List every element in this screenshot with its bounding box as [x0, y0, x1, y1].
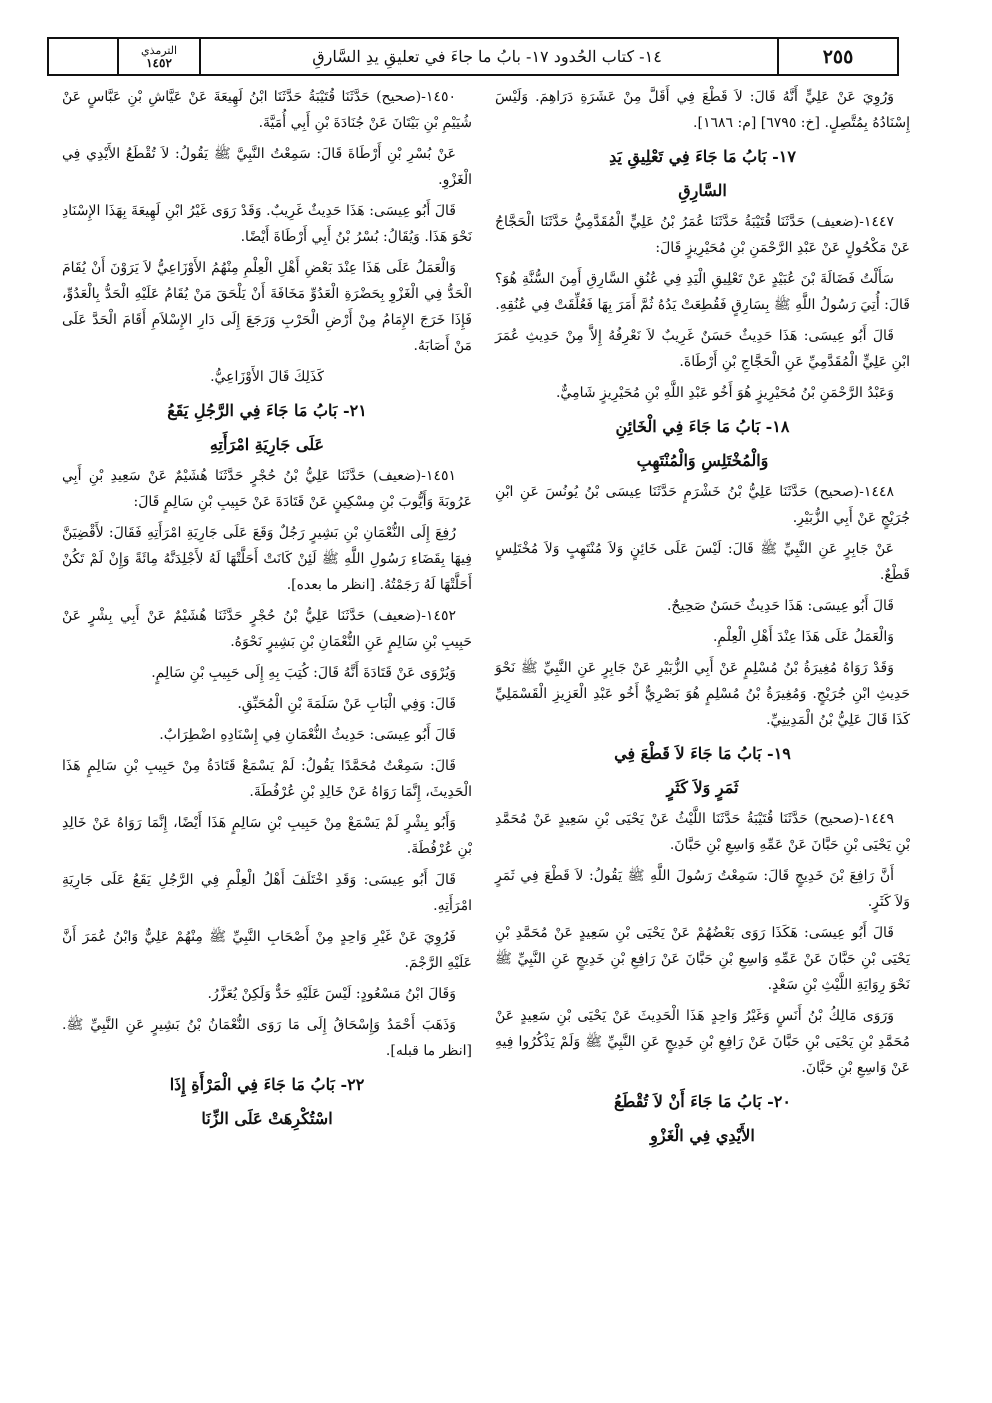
paragraph: فَرُوِيَ عَنْ غَيْرِ وَاحِدٍ مِنْ أَصْحَابِ النَّبِيِّ ﷺ مِنْهُمْ عَلِيٌّ وَابْنُ عُمَرَ أَنَّ عَلَيْهِ الرَّجْمَ.	[62, 929, 472, 971]
paragraph: قَالَ أَبُو عِيسَى: حَدِيثُ النُّعْمَانِ فِي إِسْنَادِهِ اضْطِرَابٌ.	[159, 727, 456, 743]
paragraph: ١٤٥٠-(صحيح) حَدَّثَنَا قُتَيْبَةُ حَدَّثَنَا ابْنُ لَهِيعَةَ عَنْ عَيَّاشِ بْنِ عَبَّاسٍ عَنْ شُيَيْمِ بْنِ بَيْتَانَ عَنْ جُنَادَةَ بْنِ أَبِي أُمَيَّةَ.	[62, 89, 472, 131]
chapter-heading: وَالْمُخْتَلِسِ وَالْمُنْتَهِبِ	[636, 451, 769, 470]
left-column	[62, 84, 472, 1384]
page-number: ٢٥٥	[777, 39, 897, 74]
paragraph: قَالَ أَبُو عِيسَى: هَذَا حَدِيثٌ حَسَنٌ غَرِيبٌ لاَ نَعْرِفُهُ إِلاَّ مِنْ حَدِيثِ عُمَرَ ابْنِ عَلِيٍّ الْمُقَدَّمِيِّ عَنِ الْحَجَّاجِ بْنِ أَرْطَاةَ.	[495, 328, 910, 370]
chapter-heading: ٢٠- بَابُ مَا جَاءَ أَنْ لاَ تُقْطَعُ	[614, 1092, 791, 1111]
paragraph: سَأَلْتُ فَضَالَةَ بْنَ عُبَيْدٍ عَنْ تَعْلِيقِ الْيَدِ فِي عُنُقِ السَّارِقِ أَمِنَ السُّنَّةِ هُوَ؟ قَالَ: أُتِيَ رَسُولُ اللَّهِ ﷺ بِسَارِقٍ فَقُطِعَتْ يَدُهُ ثُمَّ أَمَرَ بِهَا فَعُلِّقَتْ فِي عُنُقِهِ.	[495, 271, 910, 313]
paragraph: قَالَ أَبُو عِيسَى: هَكَذَا رَوَى بَعْضُهُمْ عَنْ يَحْيَى بْنِ سَعِيدٍ عَنْ مُحَمَّدِ بْنِ يَحْيَى بْنِ حَبَّانَ عَنْ عَمِّهِ وَاسِعِ بْنِ حَبَّانَ عَنْ رَافِعِ بْنِ خَدِيجٍ عَنِ النَّبِيِّ ﷺ نَحْوَ رِوَايَةِ اللَّيْثِ بْنِ سَعْدٍ.	[495, 925, 910, 993]
chapter-heading: ثَمَرٍ وَلاَ كَثَرٍ	[666, 778, 739, 797]
paragraph: وَأَبُو بِشْرٍ لَمْ يَسْمَعْ مِنْ حَبِيبِ بْنِ سَالِمٍ هَذَا أَيْضًا، إِنَّمَا رَوَاهُ عَنْ خَالِدِ بْنِ عُرْفُطَةَ.	[62, 815, 472, 857]
right-column	[495, 84, 910, 1384]
paragraph: كَذَلِكَ قَالَ الأَوْزَاعِيُّ.	[210, 369, 324, 385]
source-box	[49, 39, 201, 74]
paragraph: ١٤٥١-(ضعيف) حَدَّثَنَا عَلِيُّ بْنُ حُجْرٍ حَدَّثَنَا هُشَيْمٌ عَنْ سَعِيدِ بْنِ أَبِي عَرُوبَةَ وَأَيُّوبَ بْنِ مِسْكِينٍ عَنْ قَتَادَةَ عَنْ حَبِيبِ بْنِ سَالِمٍ قَالَ:	[62, 468, 472, 510]
paragraph: قَالَ أَبُو عِيسَى: وَقَدِ اخْتَلَفَ أَهْلُ الْعِلْمِ فِي الرَّجُلِ يَقَعُ عَلَى جَارِيَةِ امْرَأَتِهِ.	[62, 872, 472, 914]
chapter-heading: ١٩- بَابُ مَا جَاءَ لاَ قَطْعَ فِي	[614, 744, 791, 763]
running-title: ١٤- كتاب الحُدود ١٧- بابُ ما جاءَ في تعليقِ يدِ السَّارقِ	[312, 47, 662, 66]
paragraph: قَالَ: سَمِعْتُ مُحَمَّدًا يَقُولُ: لَمْ يَسْمَعْ قَتَادَةُ مِنْ حَبِيبِ بْنِ سَالِمٍ هَذَا الْحَدِيثَ، إِنَّمَا رَوَاهُ عَنْ خَالِدِ بْنِ عُرْفُطَةَ.	[62, 758, 472, 800]
hadith-range: ١٤٥٢	[146, 55, 172, 70]
paragraph: وَالْعَمَلُ عَلَى هَذَا عِنْدَ أَهْلِ الْعِلْمِ.	[712, 629, 894, 645]
paragraph: وَعَبْدُ الرَّحْمَنِ بْنُ مُحَيْرِيزٍ هُوَ أَخُو عَبْدِ اللَّهِ بْنِ مُحَيْرِيزٍ شَامِيٌّ.	[555, 385, 894, 401]
source-label: الترمذي	[140, 43, 178, 57]
paragraph: وَالْعَمَلُ عَلَى هَذَا عِنْدَ بَعْضِ أَهْلِ الْعِلْمِ مِنْهُمُ الأَوْزَاعِيُّ لاَ يَرَوْنَ أَنْ يُقَامَ الْحَدُّ فِي الْغَزْوِ بِحَضْرَةِ الْعَدُوِّ مَخَافَةَ أَنْ يَلْحَقَ مَنْ يُقَامُ عَلَيْهِ الْحَدُّ بِالْعَدُوِّ، فَإِذَا خَرَجَ الإِمَامُ مِنْ أَرْضِ الْحَرْبِ وَرَجَعَ إِلَى دَارِ الإِسْلاَمِ أَقَامَ الْحَدَّ عَلَى مَنْ أَصَابَهُ.	[62, 260, 472, 354]
paragraph: عَنْ بُسْرِ بْنِ أَرْطَاةَ قَالَ: سَمِعْتُ النَّبِيَّ ﷺ يَقُولُ: لاَ تُقْطَعُ الأَيْدِي فِي الْغَزْوِ.	[62, 146, 472, 188]
chapter-heading: اسْتُكْرِهَتْ عَلَى الزِّنَا	[201, 1109, 333, 1128]
page-header	[47, 37, 899, 76]
paragraph: وَقَالَ ابْنُ مَسْعُودٍ: لَيْسَ عَلَيْهِ حَدٌّ وَلَكِنْ يُعَزَّرُ.	[207, 986, 456, 1002]
paragraph: ١٤٤٨-(صحيح) حَدَّثَنَا عَلِيُّ بْنُ خَشْرَمٍ حَدَّثَنَا عِيسَى بْنُ يُونُسَ عَنِ ابْنِ جُرَيْجٍ عَنْ أَبِي الزُّبَيْرِ.	[495, 484, 910, 526]
paragraph: وَرُوِيَ عَنْ عَلِيٍّ أَنَّهُ قَالَ: لاَ قَطْعَ فِي أَقَلَّ مِنْ عَشَرَةِ دَرَاهِمَ. وَلَيْسَ إِسْنَادُهُ بِمُتَّصِلٍ. [خ: ٦٧٩٥] [م: ١٦٨٦].	[495, 89, 910, 131]
paragraph: عَنْ جَابِرٍ عَنِ النَّبِيِّ ﷺ قَالَ: لَيْسَ عَلَى خَائِنٍ وَلاَ مُنْتَهِبٍ وَلاَ مُخْتَلِسٍ قَطْعٌ.	[495, 541, 910, 583]
chapter-heading: ٢١- بَابُ مَا جَاءَ فِي الرَّجُلِ يَقَعُ	[167, 401, 367, 420]
paragraph: قَالَ: وَفِي الْبَابِ عَنْ سَلَمَةَ بْنِ الْمُحَبِّقِ.	[237, 696, 456, 712]
paragraph: وَذَهَبَ أَحْمَدُ وَإِسْحَاقُ إِلَى مَا رَوَى النُّعْمَانُ بْنُ بَشِيرٍ عَنِ النَّبِيِّ ﷺ. [انظر ما قبله].	[62, 1017, 472, 1059]
paragraph: قَالَ أَبُو عِيسَى: هَذَا حَدِيثٌ حَسَنٌ صَحِيحٌ.	[666, 598, 894, 614]
chapter-heading: السَّارِقِ	[678, 181, 727, 200]
paragraph: قَالَ أَبُو عِيسَى: هَذَا حَدِيثٌ غَرِيبٌ. وَقَدْ رَوَى غَيْرُ ابْنِ لَهِيعَةَ بِهَذَا الإِسْنَادِ نَحْوَ هَذَا. وَيُقَالُ: بُسْرُ بْنُ أَبِي أَرْطَاةَ أَيْضًا.	[62, 203, 472, 245]
source-label-box	[117, 39, 199, 74]
paragraph: ١٤٤٧-(ضعيف) حَدَّثَنَا قُتَيْبَةُ حَدَّثَنَا عُمَرُ بْنُ عَلِيٍّ الْمُقَدَّمِيُّ حَدَّثَنَا الْحَجَّاجُ عَنْ مَكْحُولٍ عَنْ عَبْدِ الرَّحْمَنِ بْنِ مُحَيْرِيزٍ قَالَ:	[495, 214, 910, 256]
paragraph: رُفِعَ إِلَى النُّعْمَانِ بْنِ بَشِيرٍ رَجُلٌ وَقَعَ عَلَى جَارِيَةِ امْرَأَتِهِ فَقَالَ: لأَقْضِيَنَّ فِيهَا بِقَضَاءِ رَسُولِ اللَّهِ ﷺ لَئِنْ كَانَتْ أَحَلَّتْهَا لَهُ لأَجْلِدَنَّهُ مِائَةً وَإِنْ لَمْ تَكُنْ أَحَلَّتْهَا لَهُ رَجَمْتُهُ. [انظر ما بعده].	[62, 525, 472, 593]
paragraph: وَقَدْ رَوَاهُ مُغِيرَةُ بْنُ مُسْلِمٍ عَنْ أَبِي الزُّبَيْرِ عَنْ جَابِرٍ عَنِ النَّبِيِّ ﷺ نَحْوَ حَدِيثِ ابْنِ جُرَيْجٍ. وَمُغِيرَةُ بْنُ مُسْلِمٍ هُوَ بَصْرِيٌّ أَخُو عَبْدِ الْعَزِيزِ الْقَسْمَلِيِّ كَذَا قَالَ عَلِيُّ بْنُ الْمَدِينِيِّ.	[495, 660, 910, 728]
chapter-heading: ١٧- بَابُ مَا جَاءَ فِي تَعْلِيقِ يَدِ	[609, 147, 796, 166]
paragraph: ١٤٥٢-(ضعيف) حَدَّثَنَا عَلِيُّ بْنُ حُجْرٍ حَدَّثَنَا هُشَيْمٌ عَنْ أَبِي بِشْرٍ عَنْ حَبِيبِ بْنِ سَالِمٍ عَنِ النُّعْمَانِ بْنِ بَشِيرٍ نَحْوَهُ.	[62, 608, 472, 650]
chapter-heading: الأَيْدِي فِي الْغَزْوِ	[650, 1126, 755, 1145]
chapter-heading: عَلَى جَارِيَةِ امْرَأَتِهِ	[209, 435, 325, 454]
paragraph: أَنَّ رَافِعَ بْنَ خَدِيجٍ قَالَ: سَمِعْتُ رَسُولَ اللَّهِ ﷺ يَقُولُ: لاَ قَطْعَ فِي ثَمَرٍ وَلاَ كَثَرٍ.	[495, 868, 910, 910]
chapter-heading: ٢٢- بَابُ مَا جَاءَ فِي الْمَرْأَةِ إِذَا	[169, 1075, 365, 1094]
paragraph: وَيُرْوَى عَنْ قَتَادَةَ أَنَّهُ قَالَ: كُتِبَ بِهِ إِلَى حَبِيبِ بْنِ سَالِمٍ.	[151, 665, 456, 681]
paragraph: وَرَوَى مَالِكُ بْنُ أَنَسٍ وَغَيْرُ وَاحِدٍ هَذَا الْحَدِيثَ عَنْ يَحْيَى بْنِ سَعِيدٍ عَنْ مُحَمَّدِ بْنِ يَحْيَى بْنِ حَبَّانَ عَنْ رَافِعِ بْنِ خَدِيجٍ عَنِ النَّبِيِّ ﷺ وَلَمْ يَذْكُرُوا فِيهِ عَنْ وَاسِعِ بْنِ حَبَّانَ.	[495, 1008, 910, 1076]
chapter-heading: ١٨- بَابُ مَا جَاءَ فِي الْخَائِنِ	[615, 417, 790, 436]
paragraph: ١٤٤٩-(صحيح) حَدَّثَنَا قُتَيْبَةُ حَدَّثَنَا اللَّيْثُ عَنْ يَحْيَى بْنِ سَعِيدٍ عَنْ مُحَمَّدِ بْنِ يَحْيَى بْنِ حَبَّانَ عَنْ عَمِّهِ وَاسِعِ بْنِ حَبَّانَ.	[495, 811, 910, 853]
